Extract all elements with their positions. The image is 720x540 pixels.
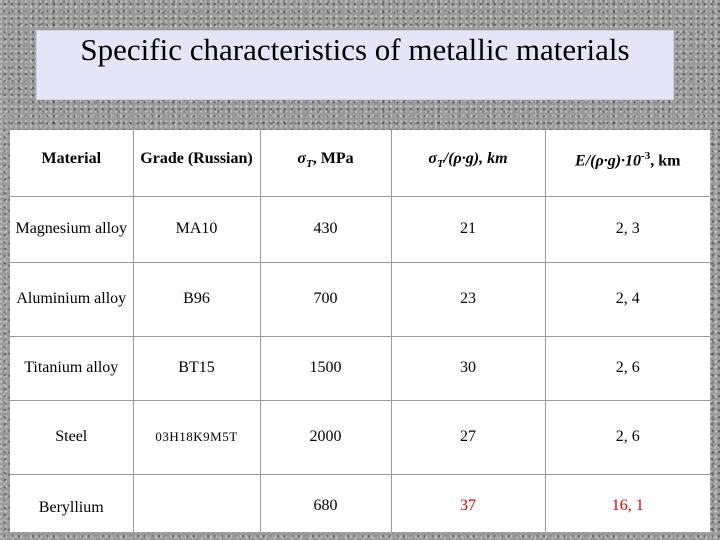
header-specific-modulus: $E/(\rho\cdot g)\cdot 10^{-3}$, km [545,130,710,196]
table-row [10,474,710,532]
cell-grade: MA10 [133,196,260,262]
cell-specific-strength: 23 [391,262,545,336]
materials-table-container [10,130,710,532]
cell-specific-modulus: 2, 4 [545,262,710,336]
cell-sigma: 430 [260,196,391,262]
table-header-row [10,130,710,196]
cell-specific-modulus: 2, 3 [545,196,710,262]
cell-sigma: 1500 [260,336,391,400]
cell-sigma: 700 [260,262,391,336]
cell-specific-strength: 21 [391,196,545,262]
slide-title: Specific characteristics of metallic materials [80,32,630,67]
materials-table [10,130,710,532]
cell-specific-modulus: 2, 6 [545,336,710,400]
cell-material: Steel [10,400,133,474]
cell-specific-strength: 27 [391,400,545,474]
header-grade: Grade (Russian) [133,130,260,196]
cell-specific-modulus: 16, 1 [611,496,644,514]
cell-specific-modulus: 2, 6 [545,400,710,474]
cell-sigma: 680 [260,474,391,532]
cell-grade: BT15 [133,336,260,400]
header-sigma: $\sigma_T$, MPa [260,130,391,196]
table-row [10,196,710,262]
cell-grade: B96 [133,262,260,336]
cell-sigma: 2000 [260,400,391,474]
header-material: Material [10,130,133,196]
cell-material: Beryllium [10,474,133,532]
cell-specific-strength: 30 [391,336,545,400]
header-specific-strength: $\sigma_T/(\rho\cdot g)$, km [391,130,545,196]
table-row [10,262,710,336]
cell-specific-strength: 37 [391,474,545,532]
cell-grade: 03H18K9M5T [133,400,260,474]
table-row [10,336,710,400]
cell-grade [133,474,260,532]
cell-material: Aluminium alloy [10,262,133,336]
cell-material: Magnesium alloy [10,196,133,262]
table-row [10,400,710,474]
title-box [36,30,674,100]
cell-material: Titanium alloy [10,336,133,400]
